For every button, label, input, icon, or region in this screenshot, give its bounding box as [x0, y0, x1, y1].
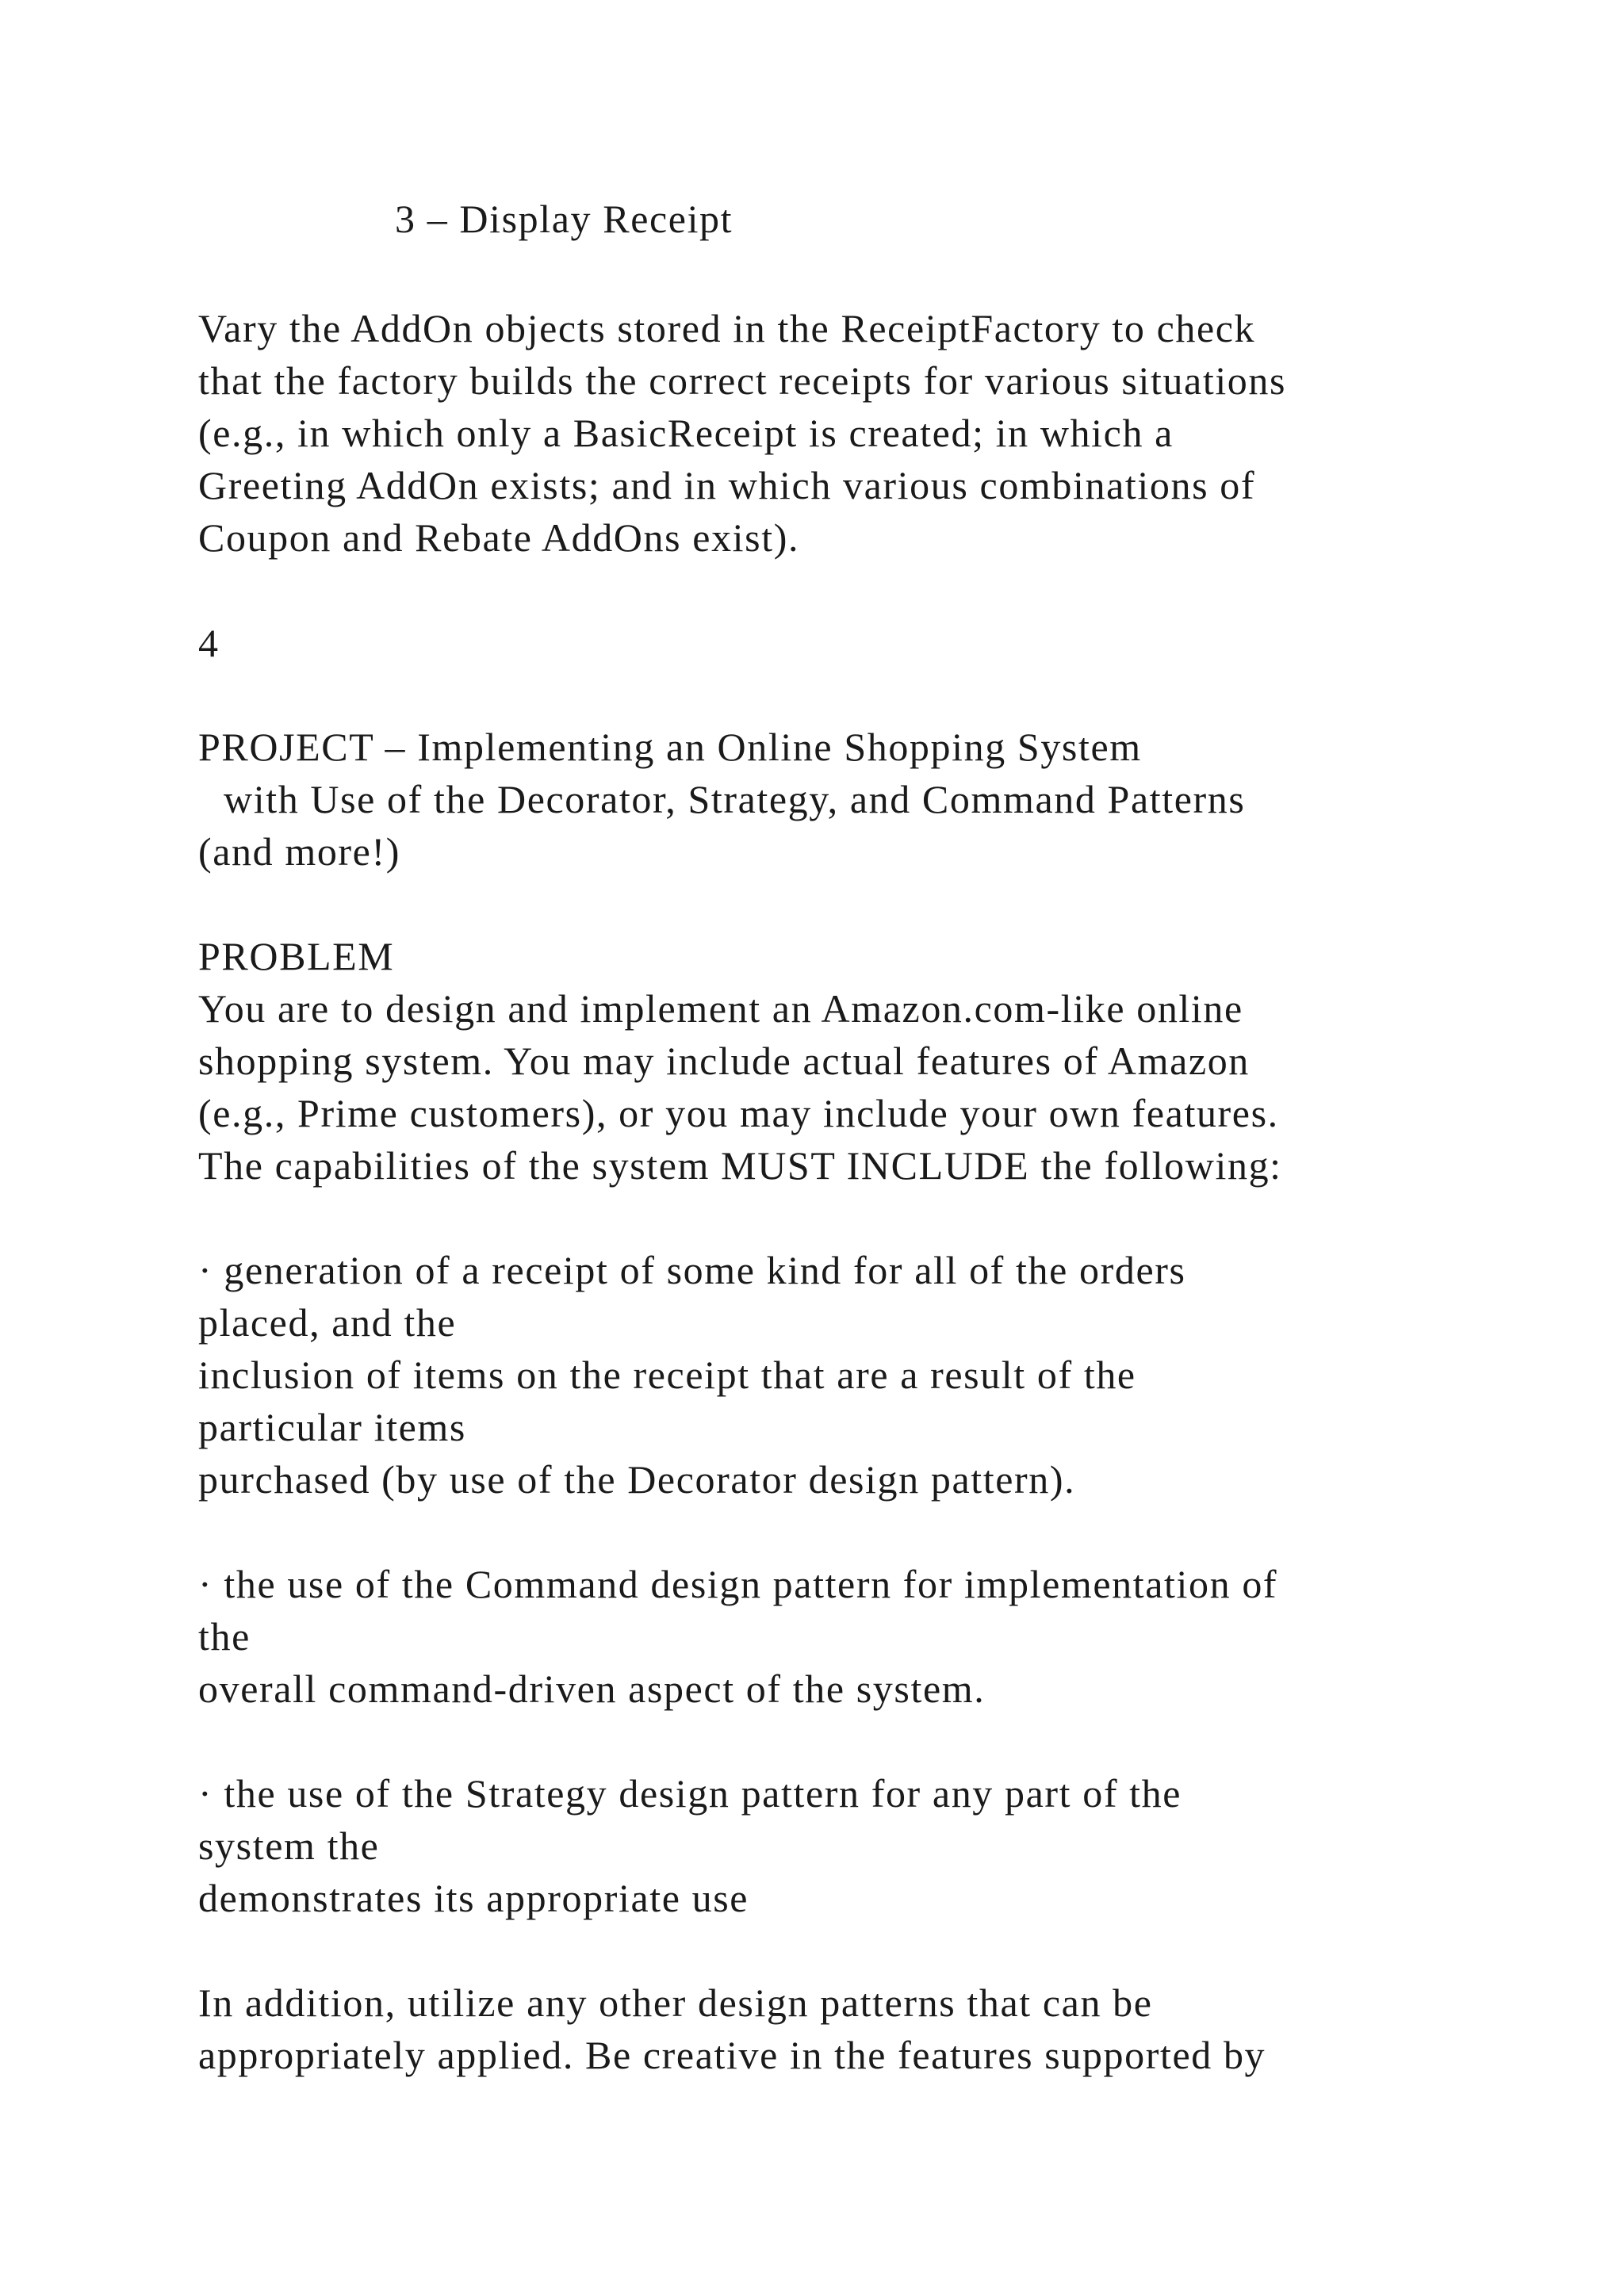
bullet-item-line: · the use of the Strategy design pattern for any part of the: [198, 1771, 1182, 1816]
paragraph-line: Greeting AddOn exists; and in which various combinations of: [198, 463, 1256, 507]
paragraph-line: In addition, utilize any other design patterns that can be: [198, 1980, 1153, 2025]
bullet-item-line: purchased (by use of the Decorator design pattern).: [198, 1457, 1076, 1502]
page-number: 4: [198, 621, 220, 665]
bullet-item-line: demonstrates its appropriate use: [198, 1876, 749, 1920]
project-title: PROJECT – Implementing an Online Shopping System: [198, 725, 1142, 769]
paragraph-line: appropriately applied. Be creative in the features supported by: [198, 2033, 1266, 2077]
paragraph-line: Coupon and Rebate AddOns exist).: [198, 515, 800, 560]
project-title: (and more!): [198, 829, 400, 874]
bullet-item-line: system the: [198, 1823, 380, 1868]
bullet-item-line: particular items: [198, 1405, 466, 1449]
bullet-item-line: inclusion of items on the receipt that are a result of the: [198, 1353, 1136, 1397]
bullet-item-line: the: [198, 1614, 251, 1659]
paragraph-line: (e.g., Prime customers), or you may include your own features.: [198, 1091, 1279, 1135]
paragraph-line: You are to design and implement an Amazon.com-like online: [198, 986, 1243, 1031]
subheading-display-receipt: 3 – Display Receipt: [395, 197, 733, 241]
paragraph-line: that the factory builds the correct receipts for various situations: [198, 358, 1287, 403]
section-heading-problem: PROBLEM: [198, 934, 395, 978]
paragraph-line: (e.g., in which only a BasicReceipt is created; in which a: [198, 411, 1174, 455]
paragraph-line: shopping system. You may include actual features of Amazon: [198, 1039, 1250, 1083]
paragraph-line: Vary the AddOn objects stored in the ReceiptFactory to check: [198, 306, 1256, 350]
bullet-item-line: placed, and the: [198, 1300, 457, 1345]
bullet-item-line: · generation of a receipt of some kind for all of the orders: [198, 1248, 1186, 1292]
bullet-item-line: overall command-driven aspect of the system.: [198, 1667, 986, 1711]
paragraph-line: The capabilities of the system MUST INCLUDE the following:: [198, 1143, 1282, 1188]
bullet-item-line: · the use of the Command design pattern for implementation of: [198, 1562, 1278, 1606]
project-title: with Use of the Decorator, Strategy, and Command Patterns: [224, 777, 1246, 821]
